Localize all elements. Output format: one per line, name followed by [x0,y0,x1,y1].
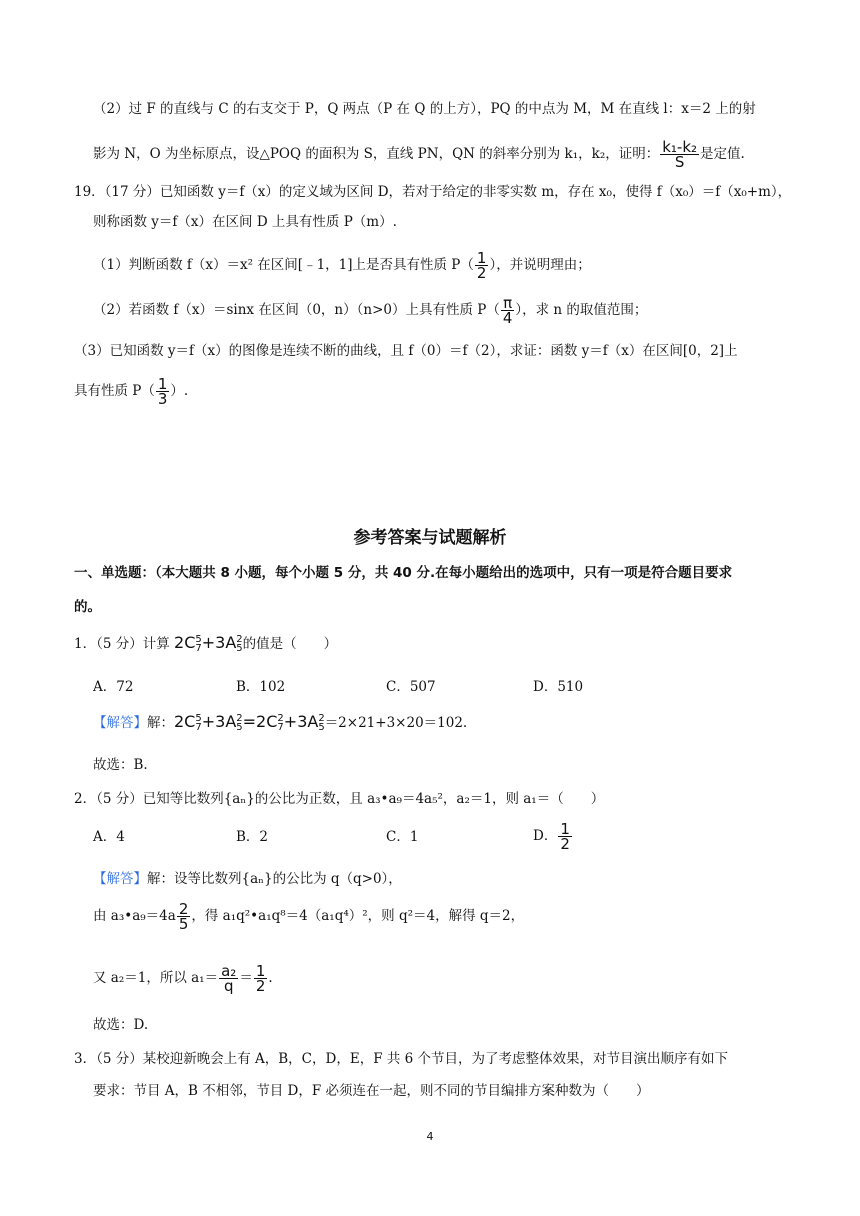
q2-option-d-denominator: 2 [560,835,570,853]
q3-stem-line2: 要求：节目 A，B 不相邻，节目 D，F 必须连在一起，则不同的节目编排方案种数为（ ） [93,1083,650,1099]
q2-answer-line3-f2-numerator: 1 [255,962,266,980]
q1-answer-prefix: 解： [147,715,174,731]
q2-answer-line3-equals: ＝ [239,970,253,986]
q19-part2 [93,296,647,325]
q1-expression: 2C 5 7 +3A 2 5 [174,633,243,654]
q1-answer-expression: 2C 5 7 +3A 2 5 =2C 2 7 +3A 2 5 [174,712,325,733]
q2-answer-line1 [93,869,402,889]
q19-part2-text: （2）若函数 f（x）＝sinx 在区间（0，n）（n>0）上具有性质 P（ [93,302,500,318]
q2-answer-line1-text: 解：设等比数列{aₙ}的公比为 q（q>0）， [147,871,402,887]
q2-answer-line3 [93,964,273,993]
q2-option-d-fraction [558,822,572,851]
q19-stem-line2: 则称函数 y＝f（x）在区间 D 上具有性质 P（m）. [93,214,397,230]
q19-part3-end: ）. [170,383,189,399]
q1-answer-tag: 【解答】 [93,715,147,731]
q2-answer-line3-fraction1 [219,964,238,993]
q2-answer-line3-f1-numerator: a₂ [221,962,237,980]
answers-title: 参考答案与试题解析 [353,528,507,548]
q2-answer-tag: 【解答】 [93,871,147,887]
q19-part2-numerator: π [501,296,515,311]
q2-option-d-numerator: 1 [560,820,570,838]
q2-option-d [533,822,573,851]
section1-line2: 的。 [74,599,101,615]
q2-answer-line2-end: ，得 a₁q²•a₁q⁸＝4（a₁q⁴）²，则 q²＝4，解得 q＝2， [191,908,525,924]
q18-part2-line2-text: 影为 N，O 为坐标原点，设△POQ 的面积为 S，直线 PN，QN 的斜率分别为 k₁，k₂，证明： [93,146,660,162]
q2-answer-line2 [93,902,524,931]
section1-line1: 一、单选题：（本大题共 8 小题，每个小题 5 分，共 40 分.在每小题给出的选项中，只有一项是符合题目要求 [74,565,733,581]
q19-part2-fraction [501,296,515,325]
q2-answer-line3-end: . [268,970,273,986]
q1-option-a: A．72 [93,679,134,695]
q19-part1-text: （1）判断函数 f（x）＝x² 在区间[﹣1，1]上是否具有性质 P（ [93,257,474,273]
q1-answer [93,712,467,733]
q19-part3-denominator: 3 [157,390,168,408]
q19-part2-denominator: 4 [502,309,513,327]
q19-part3-fraction [156,377,170,406]
q19-part3-line2 [74,377,188,406]
q1-option-b: B．102 [236,679,286,695]
q19-part1-end: ），并说明理由； [489,257,591,273]
q18-part2-line1: （2）过 F 的直线与 C 的右支交于 P，Q 两点（P 在 Q 的上方），PQ 的中点为 M，M 在直线 l：x＝2 上的射 [93,101,756,117]
q2-answer-line2-denominator: 5 [178,915,189,933]
q1-choice: 故选：B. [93,757,148,773]
q1-answer-result: ＝2×21+3×20＝102. [324,715,468,731]
q18-fraction [660,140,699,169]
q19-part1 [93,251,591,280]
q1-option-c: C．507 [386,679,436,695]
q18-part2-line2 [93,140,745,169]
q19-part3-numerator: 1 [157,375,168,393]
page-number: 4 [426,1130,434,1143]
q18-fraction-numerator: k₁-k₂ [662,138,698,156]
q1-stem-text: 1．（5 分）计算 [74,636,175,652]
q2-answer-line3-fraction2 [254,964,268,993]
q2-choice: 故选：D. [93,1017,149,1033]
q19-part1-fraction [475,251,489,280]
q19-stem-line1: 19．（17 分）已知函数 y＝f（x）的定义域为区间 D，若对于给定的非零实数 m，存在 x₀，使得 f（x₀）＝f（x₀+m）， [74,184,792,200]
q2-stem: 2．（5 分）已知等比数列{aₙ}的公比为正数，且 a₃•a₉＝4a₅²，a₂＝1，则 a₁＝（ ） [74,791,605,807]
q18-part2-line2-end: 是定值. [700,146,745,162]
q19-part2-end: ），求 n 的取值范围； [515,302,648,318]
q2-answer-line3-text: 又 a₂＝1，所以 a₁＝ [93,970,219,986]
q2-answer-line2-fraction [177,902,191,931]
q1-option-d: D．510 [533,679,584,695]
q18-fraction-denominator: S [674,153,685,171]
q1-stem-end: 的值是（ ） [242,636,338,652]
q2-option-a: A．4 [93,829,125,845]
q19-part1-denominator: 2 [476,264,487,282]
q2-answer-line2-text: 由 a₃•a₉＝4a [93,908,176,924]
q2-answer-line3-f1-denominator: q [223,977,234,995]
q1-stem [74,633,337,654]
q19-part3-line1: （3）已知函数 y＝f（x）的图像是连续不断的曲线，且 f（0）＝f（2），求证：函数 y＝f（x）在区间[0，2]上 [74,343,738,359]
q3-stem-line1: 3．（5 分）某校迎新晚会上有 A，B，C，D，E，F 共 6 个节目，为了考虑整体效果，对节目演出顺序有如下 [74,1051,729,1067]
q2-option-c: C．1 [386,829,419,845]
q2-answer-line2-numerator: 2 [178,900,189,918]
q19-part3-text: 具有性质 P（ [74,383,155,399]
q2-option-d-label: D． [533,828,558,844]
q2-answer-line3-f2-denominator: 2 [255,977,266,995]
q2-option-b: B．2 [236,829,269,845]
q19-part1-numerator: 1 [476,249,487,267]
